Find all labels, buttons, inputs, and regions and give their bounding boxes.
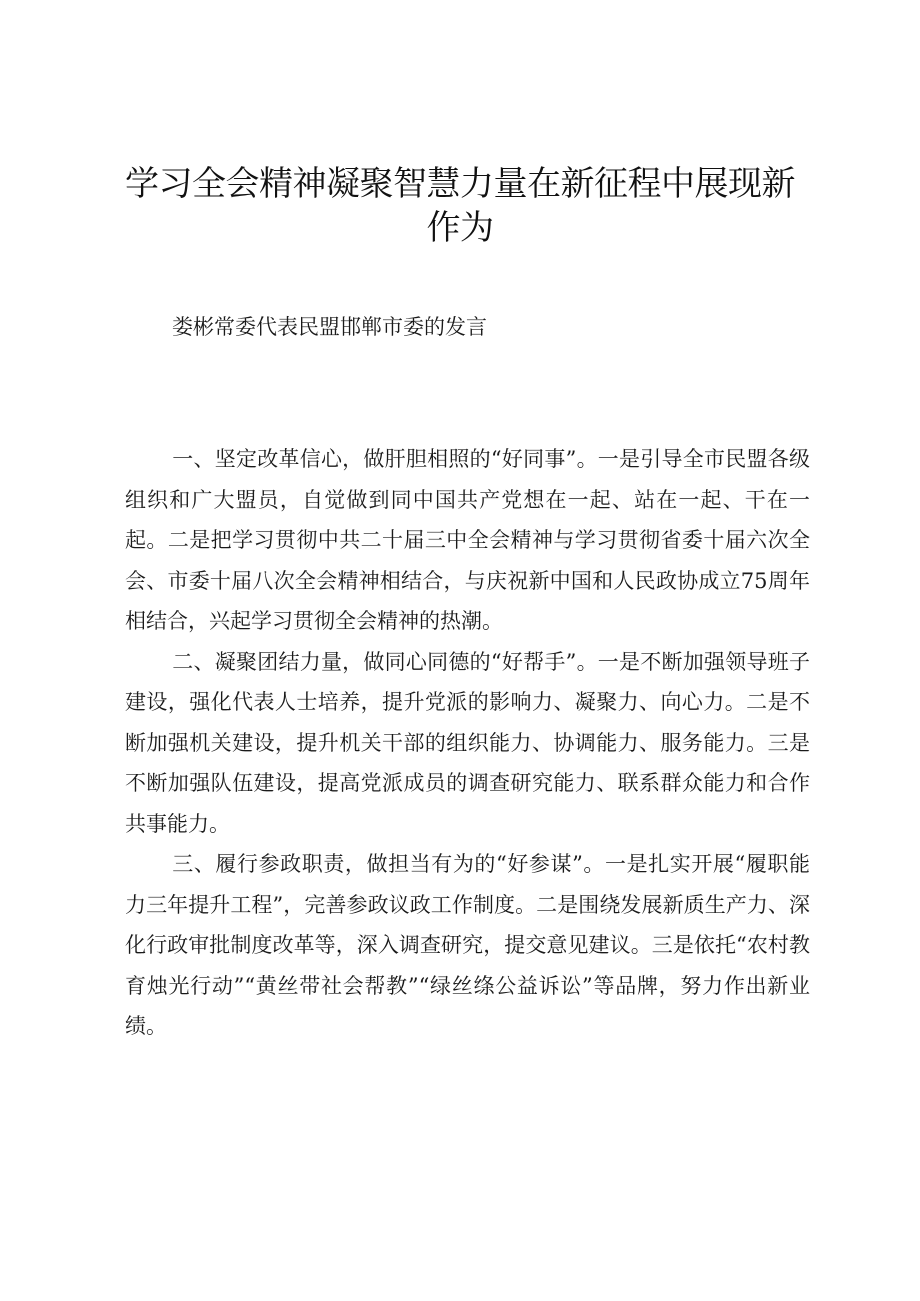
document-title: 学习全会精神凝聚智慧力量在新征程中展现新作为 — [125, 164, 795, 248]
document-body — [125, 439, 810, 1047]
paragraph-1: 一、坚定改革信心，做肝胆相照的“好同事”。一是引导全市民盟各级组织和广大盟员，自觉做到同中国共产党想在一起、站在一起、干在一起。二是把学习贯彻中共二十届三中全会精神与学习贯彻省委十届六次全会、市委十届八次全会精神相结合，与庆祝新中国和人民政协成立75周年相结合，兴起学习贯彻全会精神的热潮。 — [125, 447, 810, 633]
paragraph-3: 三、履行参政职责，做担当有为的“好参谋”。一是扎实开展“履职能力三年提升工程”，完善参政议政工作制度。二是围绕发展新质生产力、深化行政审批制度改革等，深入调查研究，提交意见建议。三是依托“农村教育烛光行动”“黄丝带社会帮教”“绿丝绦公益诉讼”等品牌，努力作出新业绩。 — [125, 852, 810, 1038]
paragraph-2: 二、凝聚团结力量，做同心同德的“好帮手”。一是不断加强领导班子建设，强化代表人士培养，提升党派的影响力、凝聚力、向心力。二是不断加强机关建设，提升机关干部的组织能力、协调能力、服务能力。三是不断加强队伍建设，提高党派成员的调查研究能力、联系群众能力和合作共事能力。 — [125, 649, 810, 836]
document-subtitle: 娄彬常委代表民盟邯郸市委的发言 — [172, 315, 487, 339]
